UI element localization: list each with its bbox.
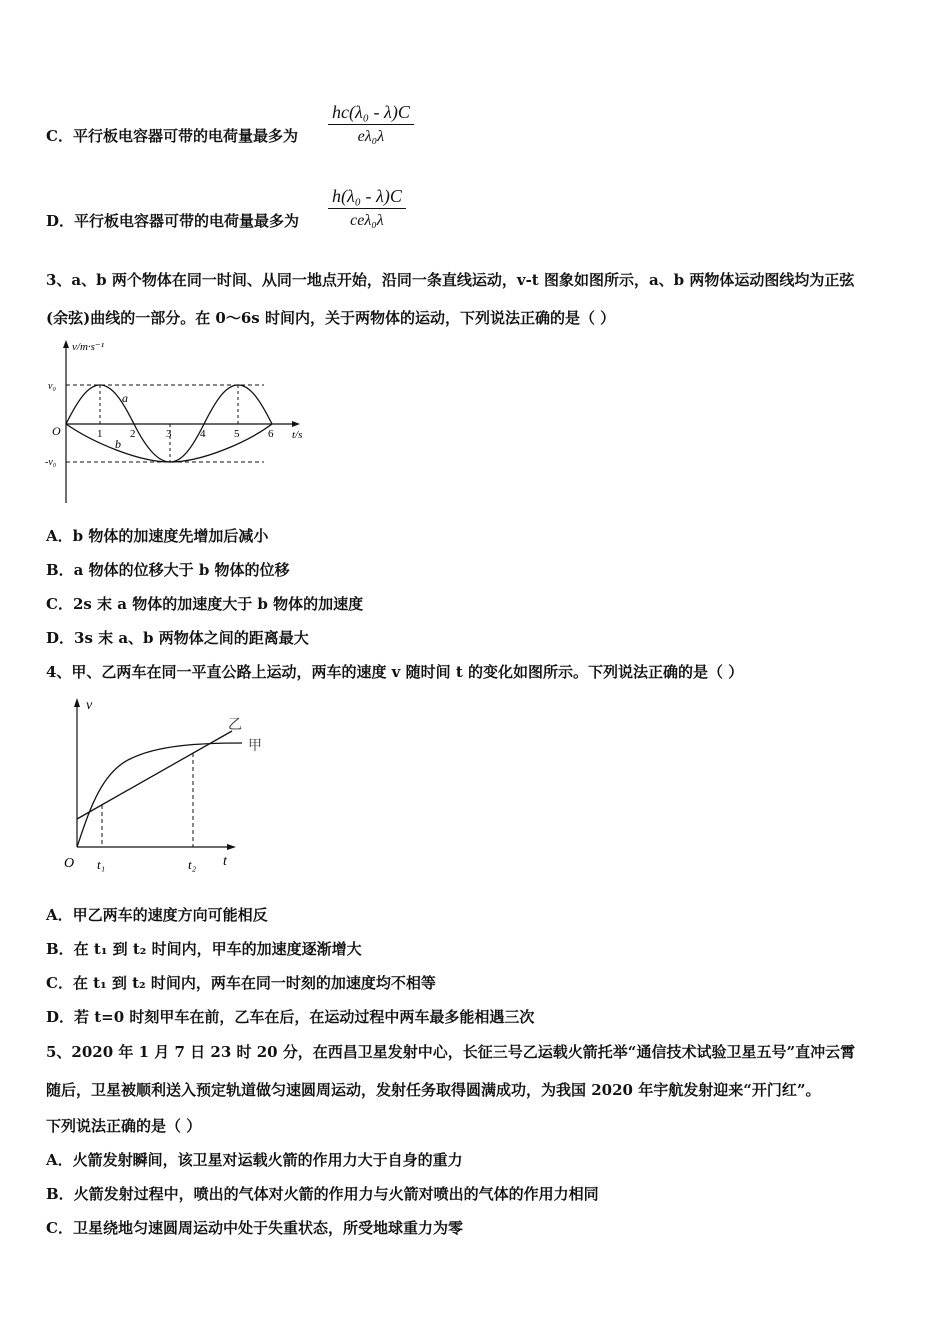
formula-numerator: hc(λ₀ - λ)C bbox=[328, 100, 414, 125]
q2-option-d: D．平行板电容器可带的电荷量最多为 bbox=[46, 212, 300, 230]
label-jia: 甲 bbox=[248, 739, 262, 754]
q2-option-c-formula bbox=[328, 100, 414, 149]
x-axis-label: t bbox=[223, 854, 227, 869]
q3-vt-graph bbox=[42, 338, 322, 508]
y-axis-label: v bbox=[86, 698, 93, 713]
y-axis-label: v/m·s⁻¹ bbox=[72, 341, 105, 353]
tick-label: 6 bbox=[268, 428, 274, 440]
tick-label: 1 bbox=[97, 428, 103, 440]
x-axis-arrow bbox=[227, 844, 236, 850]
q3-option-d: D．3s 末 a、b 两物体之间的距离最大 bbox=[46, 629, 309, 647]
q4-option-d: D．若 t=0 时刻甲车在前，乙车在后，在运动过程中两车最多能相遇三次 bbox=[46, 1008, 535, 1026]
q3-option-b: B．a 物体的位移大于 b 物体的位移 bbox=[46, 561, 290, 579]
q5-stem-line1: 5、2020 年 1 月 7 日 23 时 20 分，在西昌卫星发射中心，长征三号乙运载火箭托举“通信技术试验卫星五号”直冲云霄 bbox=[46, 1043, 856, 1061]
tick-label: 4 bbox=[200, 428, 206, 440]
x-axis-arrow bbox=[292, 421, 300, 427]
q3-stem-line2: (余弦)曲线的一部分。在 0～6s 时间内，关于两物体的运动，下列说法正确的是（ ） bbox=[46, 309, 616, 327]
tick-label: 5 bbox=[234, 428, 240, 440]
q2-option-c: C．平行板电容器可带的电荷量最多为 bbox=[46, 127, 298, 145]
neg-v0-label: -v₀ bbox=[45, 457, 57, 468]
origin-label: O bbox=[52, 424, 61, 438]
q2-option-d-formula bbox=[328, 184, 406, 233]
q4-vt-graph bbox=[60, 695, 280, 880]
q3-option-c: C．2s 末 a 物体的加速度大于 b 物体的加速度 bbox=[46, 595, 364, 613]
curve-a-label: a bbox=[122, 391, 128, 405]
x-axis-label: t/s bbox=[292, 429, 303, 441]
curve-b-label: b bbox=[115, 437, 121, 451]
label-yi: 乙 bbox=[228, 718, 242, 733]
y-axis-arrow bbox=[74, 698, 80, 707]
t1-label: t₁ bbox=[97, 857, 106, 872]
q5-stem-line2: 随后，卫星被顺利送入预定轨道做匀速圆周运动，发射任务取得圆满成功，为我国 2020 年宇航发射迎来“开门红”。 bbox=[46, 1081, 821, 1099]
tick-label: 2 bbox=[130, 428, 136, 440]
q4-stem: 4、甲、乙两车在同一平直公路上运动，两车的速度 v 随时间 t 的变化如图所示。下列说法正确的是（ ） bbox=[46, 663, 744, 681]
q4-option-b: B．在 t₁ 到 t₂ 时间内，甲车的加速度逐渐增大 bbox=[46, 940, 362, 958]
formula-numerator: h(λ₀ - λ)C bbox=[328, 184, 406, 209]
q5-option-b: B．火箭发射过程中，喷出的气体对火箭的作用力与火箭对喷出的气体的作用力相同 bbox=[46, 1185, 599, 1203]
q5-option-a: A．火箭发射瞬间，该卫星对运载火箭的作用力大于自身的重力 bbox=[46, 1151, 463, 1169]
q4-option-c: C．在 t₁ 到 t₂ 时间内，两车在同一时刻的加速度均不相等 bbox=[46, 974, 436, 992]
q5-stem-line3: 下列说法正确的是（ ） bbox=[46, 1117, 202, 1135]
origin-label: O bbox=[64, 856, 75, 871]
tick-label: 3 bbox=[166, 428, 172, 440]
y-axis-arrow bbox=[63, 340, 69, 348]
formula-denominator: eλ₀λ bbox=[357, 128, 385, 145]
formula-denominator: ceλ₀λ bbox=[350, 212, 384, 229]
q3-option-a: A．b 物体的加速度先增加后减小 bbox=[46, 527, 269, 545]
curve-jia bbox=[77, 743, 242, 847]
v0-label: v₀ bbox=[48, 381, 56, 392]
q5-option-c: C．卫星绕地匀速圆周运动中处于失重状态，所受地球重力为零 bbox=[46, 1219, 463, 1237]
line-yi bbox=[77, 731, 232, 819]
q3-stem-line1: 3、a、b 两个物体在同一时间、从同一地点开始，沿同一条直线运动，v-t 图象如图所示，a、b 两物体运动图线均为正弦 bbox=[46, 271, 855, 289]
q4-option-a: A．甲乙两车的速度方向可能相反 bbox=[46, 906, 268, 924]
t2-label: t₂ bbox=[188, 857, 197, 872]
